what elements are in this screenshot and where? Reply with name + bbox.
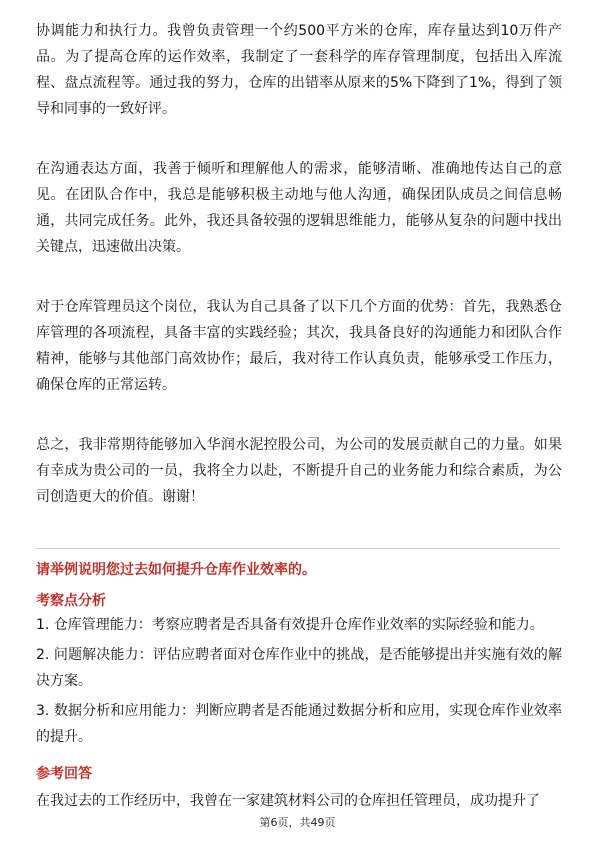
paragraph-experience: 协调能力和执行力。我曾负责管理一个约500平方米的仓库，库存量达到10万件产品。为了提高仓库的运作效率，我制定了一套科学的库存管理制度，包括出入库流程、盘点流程等。通过我的努力，仓库的出错率从原来的5%下降到了1%，得到了领导和同事的一致好评。 [36,23,562,117]
paragraph-communication: 在沟通表达方面，我善于倾听和理解他人的需求，能够清晰、准确地传达自己的意见。在团队合作中，我总是能够积极主动地与他人沟通，确保团队成员之间信息畅通，共同完成任务。此外，我还具备较强的逻辑思维能力，能够从复杂的问题中找出关键点，迅速做出决策。 [36,161,562,255]
analysis-heading: 考察点分析 [36,593,106,609]
analysis-item: 3. 数据分析和应用能力：判断应聘者是否能通过数据分析和应用，实现仓库作业效率的提升。 [36,703,562,745]
analysis-list [36,612,562,754]
paragraph-conclusion: 总之，我非常期待能够加入华润水泥控股公司，为公司的发展贡献自己的力量。如果有幸成为贵公司的一员，我将全力以赴，不断提升自己的业务能力和综合素质，为公司创造更大的价值。谢谢！ [36,437,562,505]
analysis-item: 2. 问题解决能力：评估应聘者面对仓库作业中的挑战，是否能够提出并实施有效的解决方案。 [36,647,562,689]
question-title: 请举例说明您过去如何提升仓库作业效率的。 [36,562,316,578]
answer-heading: 参考回答 [36,766,92,782]
answer-text: 在我过去的工作经历中，我曾在一家建筑材料公司的仓库担任管理员，成功提升了 [36,793,540,809]
analysis-item: 1. 仓库管理能力：考察应聘者是否具备有效提升仓库作业效率的实际经验和能力。 [36,617,544,633]
section-divider [36,548,560,549]
body-text [36,18,562,510]
page-number: 第6页，共49页 [259,816,336,829]
paragraph-advantages: 对于仓库管理员这个岗位，我认为自己具备了以下几个方面的优势：首先，我熟悉仓库管理的各项流程，具备丰富的实践经验；其次，我具备良好的沟通能力和团队合作精神，能够与其他部门高效协作；最后，我对待工作认真负责，能够承受工作压力，确保仓库的正常运转。 [36,299,562,393]
